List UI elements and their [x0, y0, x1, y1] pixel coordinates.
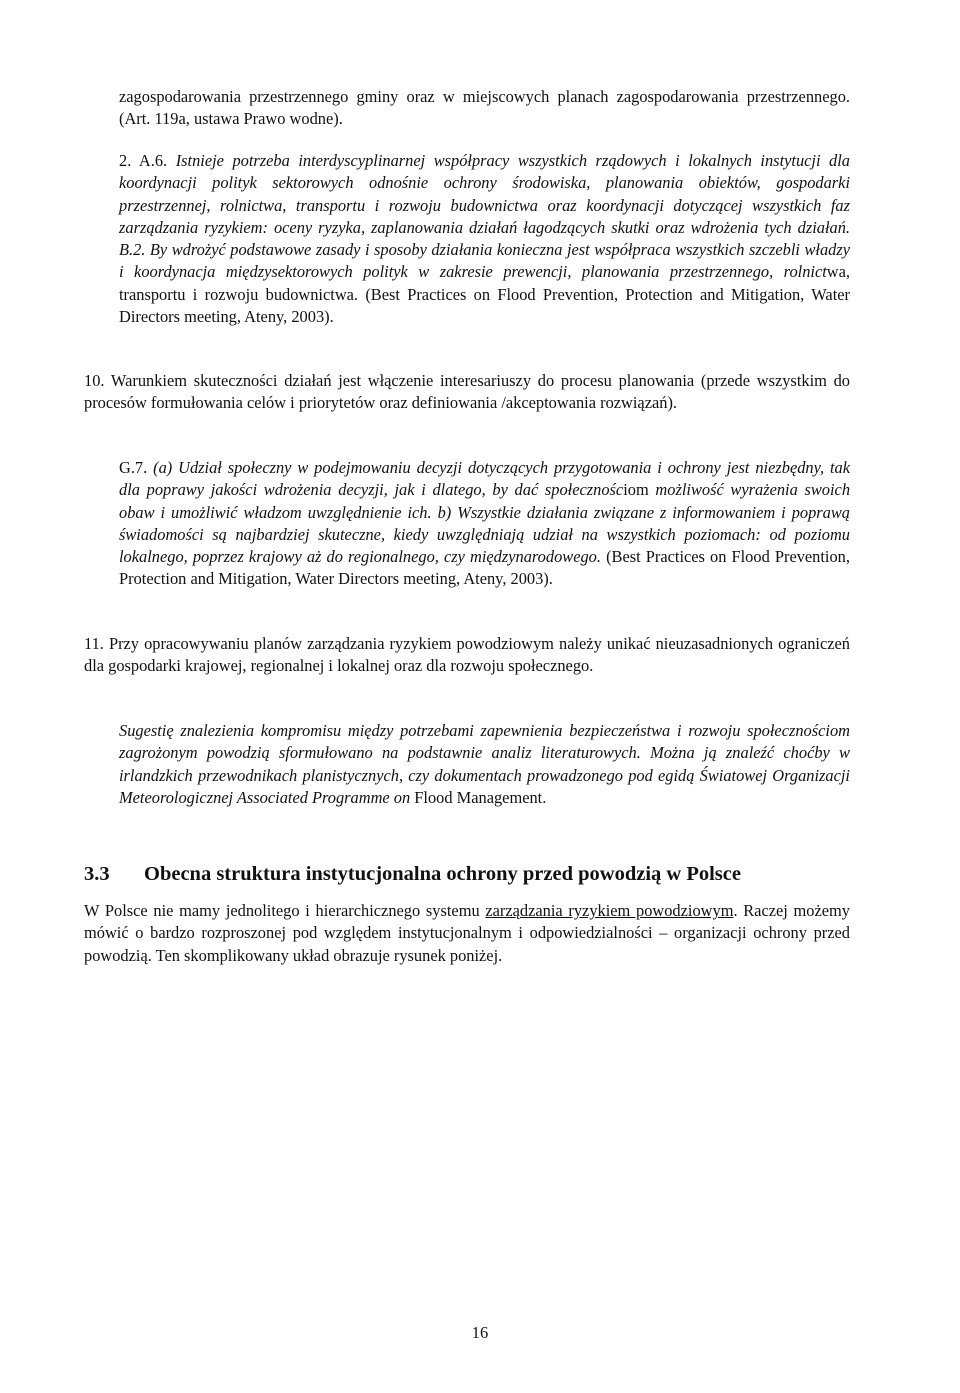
paragraph-text: zagospodarowania przestrzennego gminy oraz w miejscowych planach zagospodarowania przestrzennego. (Art. 119a, ustawa Prawo wodne). [119, 87, 850, 129]
page-number: 16 [471, 1323, 489, 1342]
paragraph-text: 10. Warunkiem skuteczności działań jest włączenie interesariuszy do procesu planowania (przede wszystkim do procesów formułowania celów i priorytetów oraz definiowania /akceptowania rozwiązań). [84, 371, 850, 413]
paragraph-normal-text: iom [623, 480, 656, 500]
risk-management-link[interactable]: zarządzania ryzykiem powodziowym [485, 901, 734, 920]
paragraph-text-after: . Raczej możemy mówić o bardzo rozproszonej pod względem instytucjonalnym i odpowiedzialności – organizacji ochrony przed powodzią. Ten skomplikowany układ obrazuje rysunek poniżej. [84, 901, 850, 965]
section-title: Obecna struktura instytucjonalna ochrony przed powodzią w Polsce [144, 863, 741, 885]
paragraph-prefix: 2. A.6. [119, 151, 176, 170]
paragraph-normal-text: Flood Management. [410, 787, 547, 807]
paragraph-italic-text: Sugestię znalezienia kompromisu między potrzebami zapewnienia bezpieczeństwa i rozwoju społecznościom zagrożonym powodzią sformułowano na podstawnie analiz literaturowych. Można ją znaleźć choćby w irlandzkich przewodnikach planistycznych, czy dokumentach prowadzonego pod egidą Światowej Organizacji Meteorologicznej Associated Programme on [119, 721, 850, 807]
paragraph-compromise [119, 720, 850, 809]
paragraph-structure-intro [84, 900, 850, 967]
paragraph-stakeholders [84, 370, 850, 415]
paragraph-citation: wa, transportu i rozwoju budownictwa. (Best Practices on Flood Prevention, Protection and Mitigation, Water Directors meeting, Ateny, 2003). [119, 262, 850, 327]
paragraph-italic-text: Istnieje potrzeba interdyscyplinarnej współpracy wszystkich rządowych i lokalnych instytucji dla koordynacji polityk sektorowych odnośnie ochrony środowiska, planowania obiektów, gospodarki przestrzennej, rolnictwa, transportu i rozwoju budownictwa oraz koordynacji dotyczącej wszystkich faz zarządzania ryzykiem: oceny ryzyka, zaplanowania działań łagodzących skutki oraz wdrożenia tych działań. B.2. By wdrożyć podstawowe zasady i sposoby działania konieczna jest współpraca wszystkich szczebli władzy i koordynacja międzysektorowych polityk w zakresie prewencji, planowania przestrzennego, rolnict [119, 151, 850, 282]
section-heading [84, 861, 741, 887]
paragraph-text-before: W Polsce nie mamy jednolitego i hierarchicznego systemu [84, 901, 486, 920]
paragraph-italic-text: (a) Udział społeczny w podejmowaniu decyzji dotyczących przygotowania i ochrony jest niezbędny, tak dla poprawy jakości wdrożenia decyzji, jak i dlatego, by dać społecznośc [119, 458, 850, 500]
section-number: 3.3 [84, 863, 110, 885]
paragraph-interdisciplinary [119, 150, 850, 328]
paragraph-planning-restrictions [84, 633, 850, 678]
paragraph-italic-text-2: możliwość wyrażenia swoich obaw i umożliwić władzom uwzględnienie ich. b) Wszystkie działania związane z informowaniem i poprawą świadomości są najbardziej skuteczne, kiedy uwzględniają udział na wszystkich poziomach: od poziomu lokalnego, poprzez krajowy aż do regionalnego, czy międzynarodowego. [119, 480, 851, 567]
paragraph-citation: (Best Practices on Flood Prevention, Protection and Mitigation, Water Directors meeting, Ateny, 2003). [119, 547, 850, 589]
paragraph-public-participation [119, 457, 850, 591]
paragraph-text: 11. Przy opracowywaniu planów zarządzania ryzykiem powodziowym należy unikać nieuzasadnionych ograniczeń dla gospodarki krajowej, regionalnej i lokalnej oraz dla rozwoju społecznego. [84, 634, 850, 676]
paragraph-water-law [119, 86, 850, 131]
paragraph-prefix: G.7. [119, 458, 154, 477]
